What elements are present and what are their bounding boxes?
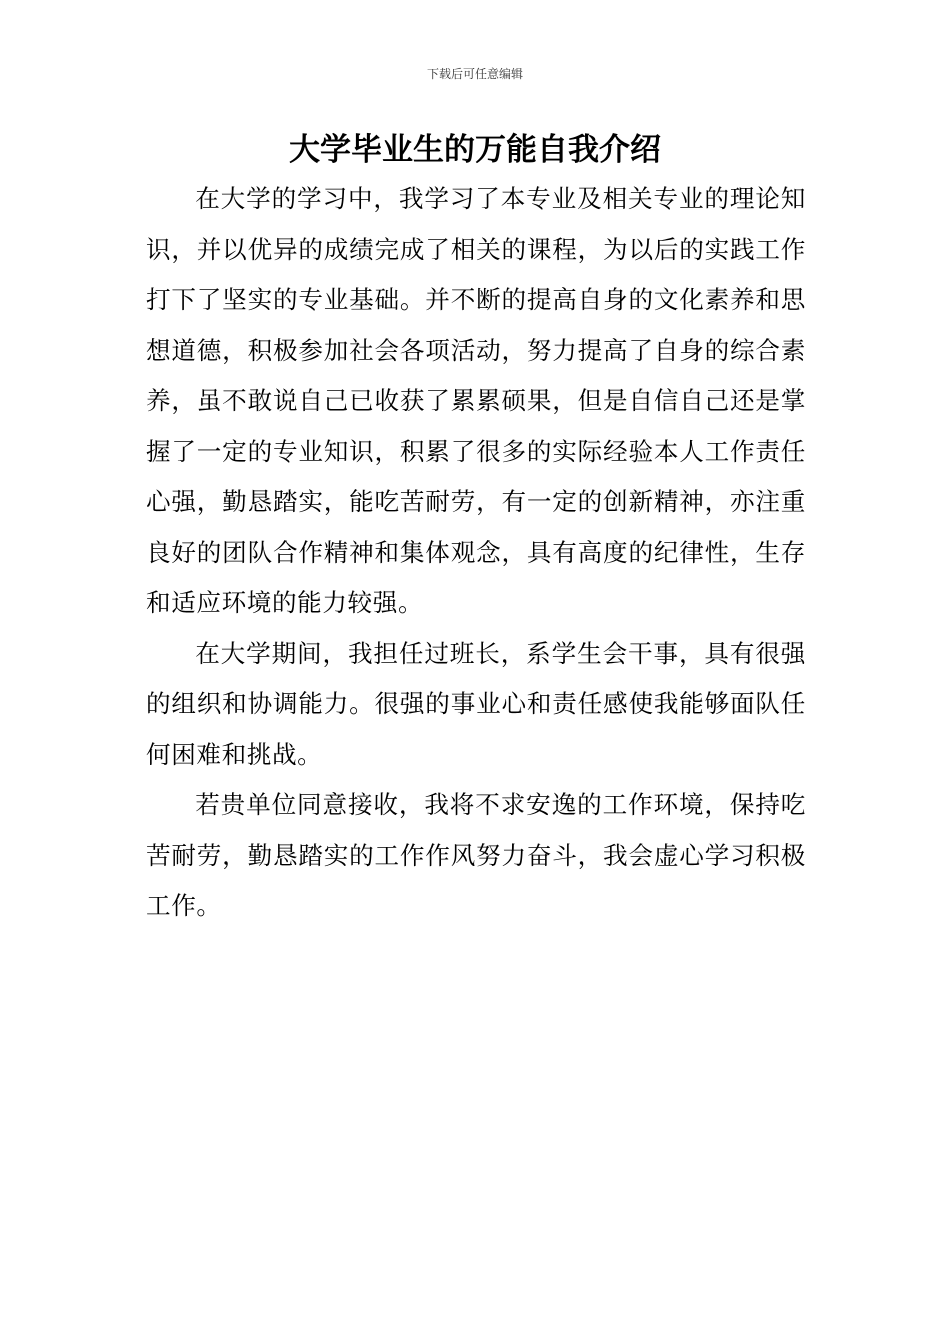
header-note: 下载后可任意编辑 [426, 67, 523, 81]
document-title: 大学毕业生的万能自我介绍 [289, 132, 661, 168]
paragraph-3: 若贵单位同意接收，我将不求安逸的工作环境，保持吃苦耐劳，勤恳踏实的工作作风努力奋斗，我会虚心学习积极工作。 [146, 790, 806, 920]
paragraph-2: 在大学期间，我担任过班长，系学生会干事，具有很强的组织和协调能力。很强的事业心和责任感使我能够面队任何困难和挑战。 [146, 638, 806, 769]
paragraph-1: 在大学的学习中，我学习了本专业及相关专业的理论知识，并以优异的成绩完成了相关的课程，为以后的实践工作打下了坚实的专业基础。并不断的提高自身的文化素养和思想道德，积极参加社会各项活动，努力提高了自身的综合素养，虽不敢说自己已收获了累累硕果，但是自信自己还是掌握了一定的专业知识，积累了很多的实际经验本人工作责任心强，勤恳踏实，能吃苦耐劳，有一定的创新精神，亦注重良好的团队合作精神和集体观念，具有高度的纪律性，生存和适应环境的能力较强。 [146, 184, 806, 617]
document-body [146, 174, 806, 932]
